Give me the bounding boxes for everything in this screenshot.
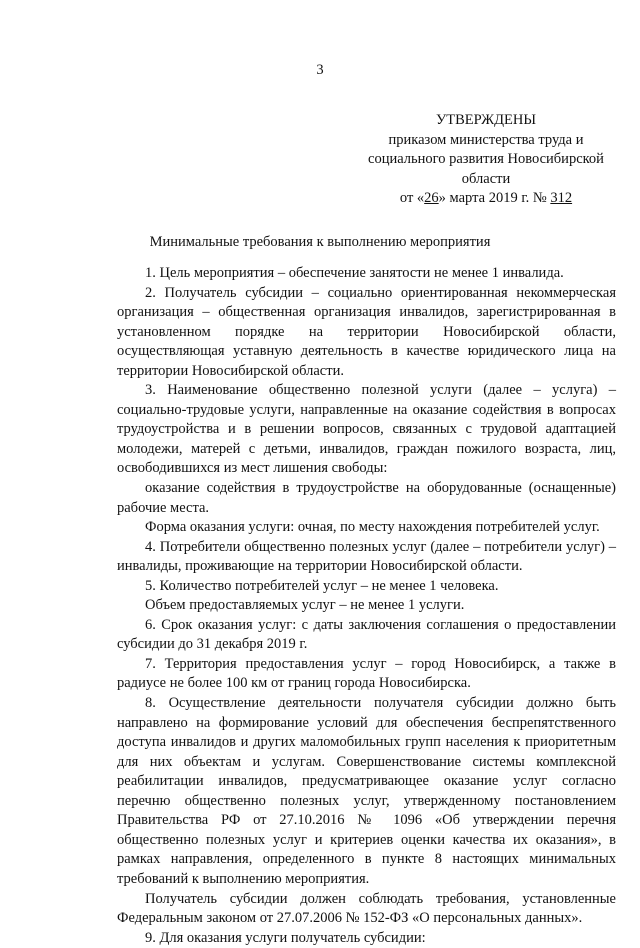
- page-number: 3: [316, 62, 324, 78]
- approval-block: [357, 111, 615, 209]
- approval-title: УТВЕРЖДЕНЫ: [435, 112, 537, 128]
- paragraph: 8. Осуществление деятельности получателя субсидии должно быть направлено на формирование условий для обеспечения беспрепятственного доступа инвалидов и других маломобильных групп населения к приоритетным для них объектам и услугам. Совершенствование системы комплексной реабилитации инвалидов, предусматривающее оказание услуг согласно перечню общественно полезных услуг, утвержденному постановлением Правительства РФ от 27.10.2016 № 1096 «Об утверждении перечня общественно полезных услуг и критериев оценки качества их оказания», в рамках направления, определенного в пункте 8 настоящих минимальных требований к выполнению мероприятия.: [117, 695, 616, 887]
- order-number: 312: [550, 190, 573, 207]
- paragraph: 3. Наименование общественно полезной услуги (далее – услуга) – социально-трудовые услуги, направленные на оказание содействия в вопросах трудоустройства и в решении вопросов, связанных с трудовой адаптацией молодежи, матерей с детьми, инвалидов, граждан пожилого возраста, лиц, освободившихся из мест лишения свободы:: [117, 382, 616, 477]
- paragraph: Объем предоставляемых услуг – не менее 1 услуги.: [145, 597, 465, 614]
- approval-line: социального развития Новосибирской: [368, 151, 604, 168]
- paragraph: 9. Для оказания услуги получатель субсидии:: [145, 929, 426, 946]
- paragraph: 5. Количество потребителей услуг – не менее 1 человека.: [145, 577, 499, 594]
- paragraph: 4. Потребители общественно полезных услуг (далее – потребители услуг) – инвалиды, проживающие на территории Новосибирской области.: [117, 538, 616, 575]
- approval-line: приказом министерства труда и: [388, 131, 584, 148]
- approval-date: [357, 189, 615, 209]
- paragraph: 6. Срок оказания услуг: с даты заключения соглашения о предоставлении субсидии до 31 декабря 2019 г.: [117, 616, 616, 653]
- date-mid: » марта 2019 г. №: [438, 190, 551, 207]
- paragraph: оказание содействия в трудоустройстве на оборудованные (оснащенные) рабочие места.: [117, 480, 616, 516]
- paragraph: Форма оказания услуги: очная, по месту нахождения потребителей услуг.: [145, 519, 600, 536]
- paragraph: 1. Цель мероприятия – обеспечение занятости не менее 1 инвалида.: [145, 265, 564, 281]
- paragraph: Получатель субсидии должен соблюдать требования, установленные Федеральным законом от 27.07.2006 № 152-ФЗ «О персональных данных».: [117, 890, 616, 927]
- document-body: [117, 264, 616, 948]
- paragraph: 2. Получатель субсидии – социально ориентированная некоммерческая организация – общественная организация инвалидов, зарегистрированная в установленном порядке на территории Новосибирской области, осуществляющая уставную деятельность в качестве юридического лица на территории Новосибирской области.: [117, 284, 616, 379]
- paragraph: 7. Территория предоставления услуг – город Новосибирск, а также в радиусе не более 100 км от границ города Новосибирска.: [117, 655, 616, 692]
- document-title: Минимальные требования к выполнению мероприятия: [149, 234, 491, 250]
- date-prefix: от «: [399, 190, 425, 207]
- approval-line: области: [461, 170, 511, 187]
- date-day: 26: [424, 190, 439, 207]
